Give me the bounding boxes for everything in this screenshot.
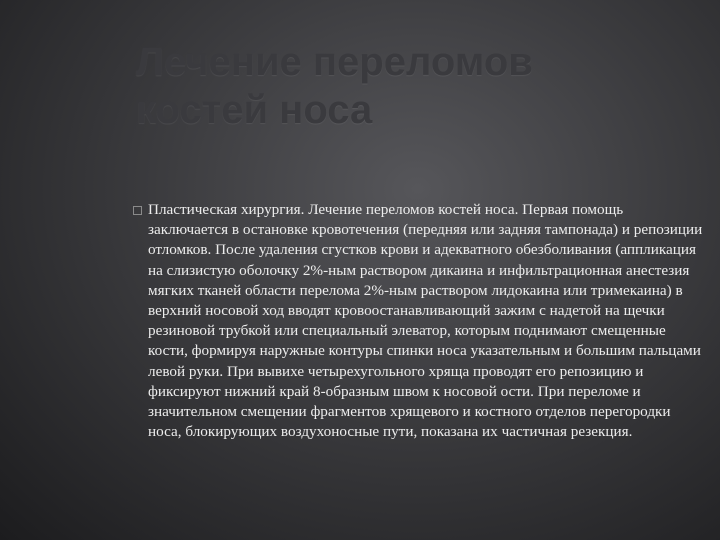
square-outline-bullet-icon bbox=[133, 206, 142, 215]
slide-content bbox=[133, 200, 706, 442]
slide-body-text: Пластическая хирургия. Лечение переломов костей носа. Первая помощь заключается в остановке кровотечения (передняя или задняя тампонада) и репозиции отломков. После удаления сгустков крови и адекватного обезболивания (аппликация на слизистую оболочку 2%-ным раствором дикаина и инфильтрационная анестезия мягких тканей области перелома 2%-ным раствором лидокаина или тримекаина) в верхний носовой ход вводят кровоостанавливающий зажим с надетой на щечки резиновой трубкой или специальный элеватор, которым поднимают смещенные кости, формируя наружные контуры спинки носа указательным и большим пальцами левой руки. При вывихе четырехугольного хряща проводят его репозицию и фиксируют нижний край 8-образным швом к носовой ости. При переломе и значительном смещении фрагментов хрящевого и костного отделов перегородки носа, блокирующих воздухоносные пути, показана их частичная резекция. bbox=[148, 201, 703, 441]
slide-title: Лечение переломов костей носа bbox=[136, 40, 533, 132]
